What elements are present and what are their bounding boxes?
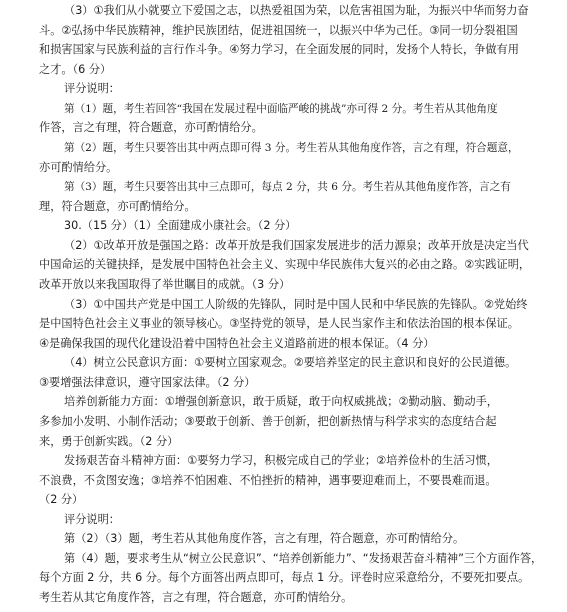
text-line: 多参加小发明、小制作活动；③要敢于创新、善于创新，把创新热情与科学求实的态度结合起 [39,414,497,428]
question-heading: 30.（15 分）（1）全面建成小康社会。（2 分） [64,219,297,233]
text-line: 斗。②弘扬中华民族精神，维护民族团结，促进祖国统一，以振兴中华为己任。③同一切分裂祖国 [39,23,518,37]
text-line: （3）①我们从小就要立下爱国之志，以热爱祖国为荣，以危害祖国为耻，为振兴中华而努力奋 [64,4,529,17]
text-line: 发扬艰苦奋斗精神方面：①要努力学习，积极完成自己的学业；②培养俭朴的生活习惯， [64,454,498,467]
text-line: （3）①中国共产党是中国工人阶级的先锋队，同时是中国人民和中华民族的先锋队。②党始终 [64,297,528,311]
text-line: 每个方面 2 分，共 6 分。每个方面答出两点即可，每点 1 分。评卷时应采意给分，不要死扣要点。 [39,571,530,585]
text-line: （2 分） [39,493,84,507]
section-label: 评分说明： [64,82,120,96]
text-line: 培养创新能力方面：①增强创新意识，敢于质疑，敢于向权威挑战；②勤动脑、勤动手， [64,395,498,409]
text-line: 中国命运的关键抉择，是发展中国特色社会主义、实现中华民族伟大复兴的必由之路。②实践证明， [39,258,531,272]
text-line: 第（3）题，考生只要答出其中三点即可，每点 2 分，共 6 分。考生若从其他角度作答，言之有 [64,181,511,194]
text-line: 不浪费，不贪图安逸；③培养不怕困难、不怕挫折的精神，遇事要迎难而上，不要畏难而退。 [39,473,497,487]
text-line: ③要增强法律意识，遵守国家法律。（2 分） [39,375,256,389]
text-line: 来，勇于创新实践。（2 分） [39,434,179,448]
text-line: 作答，言之有理，符合题意，亦可酌情给分。 [39,121,263,135]
text-line: 第（1）题，考生若回答“我国在发展过程中面临严峻的挑战”亦可得 2 分。考生若从其他角度 [64,102,498,115]
text-line: 和损害国家与民族利益的言行作斗争。④努力学习，在全面发展的同时，发扬个人特长，争做有用 [39,43,519,57]
text-line: 第（2）（3）题，考生若从其他角度作答，言之有理，符合题意，亦可酌情给分。 [64,532,465,546]
text-line: （2）①改革开放是强国之路：改革开放是我们国家发展进步的活力源泉；改革开放是决定当代 [64,238,529,252]
text-line: 第（2）题，考生只要答出其中两点即可得 3 分。考生若从其他角度作答，言之有理，符合题意， [64,142,519,154]
text-line: 之才。（6 分） [39,62,112,76]
text-line: 第（4）题，要求考生从“树立公民意识”、“培养创新能力”、“发扬艰苦奋斗精神”三个方面作答， [64,551,543,565]
text-line: 是中国特色社会主义事业的领导核心。③坚持党的领导，是人民当家作主和依法治国的根本保证。 [39,317,519,331]
section-label: 评分说明： [64,512,120,526]
text-line: 考生若从其它角度作答，言之有理，符合题意，亦可酌情给分。 [39,591,353,604]
text-line: 改革开放以来我国取得了举世瞩目的成就。（3 分） [39,277,291,291]
text-line: 亦可酌情给分。 [39,160,118,174]
text-line: （4）树立公民意识方面：①要树立国家观念。②要培养坚定的民主意识和良好的公民道德。 [64,356,517,370]
text-line: ④是确保我国的现代化建设沿着中国特色社会主义道路前进的根本保证。（4 分） [39,336,435,350]
text-line: 理，符合题意，亦可酌情给分。 [39,199,196,213]
